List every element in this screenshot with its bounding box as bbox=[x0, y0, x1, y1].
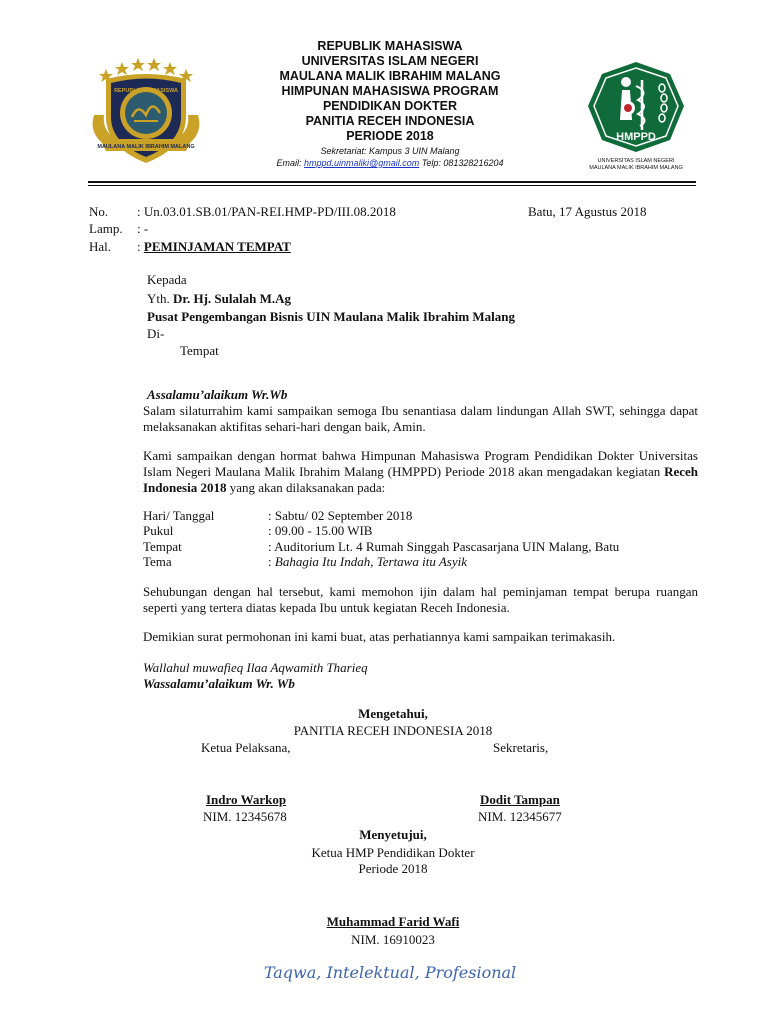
no-label: No. bbox=[89, 204, 109, 219]
greeting: Assalamu’alaikum Wr.Wb bbox=[147, 387, 288, 402]
detail-label: Pukul bbox=[143, 523, 174, 538]
hal-line bbox=[137, 239, 291, 255]
panitia-title: PANITIA RECEH INDONESIA 2018 bbox=[293, 723, 493, 738]
ketua-pelaksana-nim: NIM. 12345678 bbox=[203, 809, 287, 824]
motto-text: Taqwa, Intelektual, Profesional bbox=[263, 963, 517, 982]
recipient-yth: Yth. bbox=[147, 291, 173, 306]
phone-text: Telp: 081328216204 bbox=[419, 158, 504, 168]
detail-value-line bbox=[268, 554, 467, 570]
sekretaris-name: Dodit Tampan bbox=[480, 792, 560, 807]
svg-text:HMPPD: HMPPD bbox=[616, 131, 656, 143]
recipient-tempat: Tempat bbox=[180, 343, 219, 358]
header-rule-thin bbox=[88, 185, 696, 186]
hal-colon: : bbox=[137, 239, 144, 254]
detail-label: Tempat bbox=[143, 539, 182, 554]
recipient-org: Pusat Pengembangan Bisnis UIN Maulana Malik Ibrahim Malang bbox=[147, 309, 516, 324]
letterhead-line: PERIODE 2018 bbox=[346, 129, 434, 143]
closing-2: Wassalamu’alaikum Wr. Wb bbox=[143, 676, 295, 691]
svg-text:MAULANA MALIK IBRAHIM MALANG: MAULANA MALIK IBRAHIM MALANG bbox=[97, 144, 195, 150]
recipient-kepada: Kepada bbox=[147, 272, 187, 287]
detail-label: Hari/ Tanggal bbox=[143, 508, 215, 523]
closing-1: Wallahul muwafieq Ilaa Aqwamith Tharieq bbox=[143, 660, 368, 675]
periode-line: Periode 2018 bbox=[358, 861, 428, 876]
menyetujui: Menyetujui, bbox=[359, 827, 427, 842]
event-name: Receh Indonesia 2018 bbox=[143, 464, 698, 495]
ketua-pelaksana-name: Indro Warkop bbox=[206, 792, 287, 807]
paragraph-3: Sehubungan dengan hal tersebut, kami memohon ijin dalam hal peminjaman tempat berupa ruangan seperti yang tertera diatas kepada Ibu untuk kegiatan Receh Indonesia. bbox=[143, 584, 698, 615]
lamp-value: : - bbox=[137, 221, 149, 236]
svg-text:REPUBLIK MAHASISWA: REPUBLIK MAHASISWA bbox=[114, 88, 178, 94]
place-date: Batu, 17 Agustus 2018 bbox=[528, 204, 647, 219]
no-value: : Un.03.01.SB.01/PAN-REI.HMP-PD/III.08.2018 bbox=[137, 204, 396, 219]
email-label: Email: bbox=[276, 158, 305, 168]
sekretaris-nim: NIM. 12345677 bbox=[478, 809, 562, 824]
letterhead-line: PENDIDIKAN DOKTER bbox=[322, 99, 458, 113]
letterhead-line: PANITIA RECEH INDONESIA bbox=[305, 114, 475, 128]
detail-label: Tema bbox=[143, 554, 172, 569]
letterhead-contact bbox=[250, 157, 530, 169]
svg-text:UNIVERSITAS ISLAM NEGERI: UNIVERSITAS ISLAM NEGERI bbox=[597, 158, 675, 164]
recipient-name: Dr. Hj. Sulalah M.Ag bbox=[173, 291, 291, 306]
ketua-pelaksana-title: Ketua Pelaksana, bbox=[201, 740, 291, 755]
detail-value-prefix: : bbox=[268, 554, 275, 569]
detail-value: : 09.00 - 15.00 WIB bbox=[268, 523, 373, 538]
mengetahui: Mengetahui, bbox=[358, 706, 428, 721]
letterhead-line: REPUBLIK MAHASISWA bbox=[317, 39, 463, 53]
hal-label: Hal. bbox=[89, 239, 112, 254]
sekretaris-title: Sekretaris, bbox=[493, 740, 549, 755]
paragraph-2 bbox=[143, 448, 698, 496]
svg-text:MAULANA MALIK IBRAHIM MALANG: MAULANA MALIK IBRAHIM MALANG bbox=[589, 165, 683, 171]
detail-value: : Auditorium Lt. 4 Rumah Singgah Pascasarjana UIN Malang, Batu bbox=[268, 539, 620, 554]
ketua-hmp-name: Muhammad Farid Wafi bbox=[326, 914, 460, 929]
paragraph-1: Salam silaturrahim kami sampaikan semoga Ibu senantiasa dalam lindungan Allah SWT, sehingga dapat melaksanakan aktifitas sehari-hari dengan baik, Amin. bbox=[143, 403, 698, 434]
uin-crest-logo bbox=[86, 55, 206, 167]
email-link[interactable]: hmppd.uinmaliki@gmail.com bbox=[304, 158, 420, 168]
letterhead-line: UNIVERSITAS ISLAM NEGERI bbox=[301, 54, 479, 68]
letterhead-secretariat: Sekretariat: Kampus 3 UIN Malang bbox=[320, 146, 460, 156]
hmppd-logo bbox=[584, 60, 688, 176]
paragraph-2-a: Kami sampaikan dengan hormat bahwa Himpunan Mahasiswa Program Pendidikan Dokter Universitas Islam Negeri Maulana Malik Ibrahim Malang (HMPPD) Periode 2018 akan mengadakan kegiatan bbox=[143, 448, 698, 479]
ketua-hmp-nim: NIM. 16910023 bbox=[351, 932, 435, 947]
recipient-name-line bbox=[147, 291, 291, 307]
recipient-di: Di- bbox=[147, 326, 165, 341]
letterhead-line: HIMPUNAN MAHASISWA PROGRAM bbox=[281, 84, 499, 98]
lamp-label: Lamp. bbox=[89, 221, 123, 236]
letterhead-line: MAULANA MALIK IBRAHIM MALANG bbox=[279, 69, 501, 83]
hal-value: PEMINJAMAN TEMPAT bbox=[143, 239, 291, 254]
ketua-hmp-title: Ketua HMP Pendidikan Dokter bbox=[311, 845, 475, 860]
header-rule-thick bbox=[88, 181, 696, 183]
paragraph-4: Demikian surat permohonan ini kami buat, atas perhatiannya kami sampaikan terimakasih. bbox=[143, 629, 616, 644]
detail-value: : Sabtu/ 02 September 2018 bbox=[268, 508, 413, 523]
paragraph-2-c: yang akan dilaksanakan pada: bbox=[226, 480, 386, 495]
detail-value-theme: Bahagia Itu Indah, Tertawa itu Asyik bbox=[274, 554, 467, 569]
